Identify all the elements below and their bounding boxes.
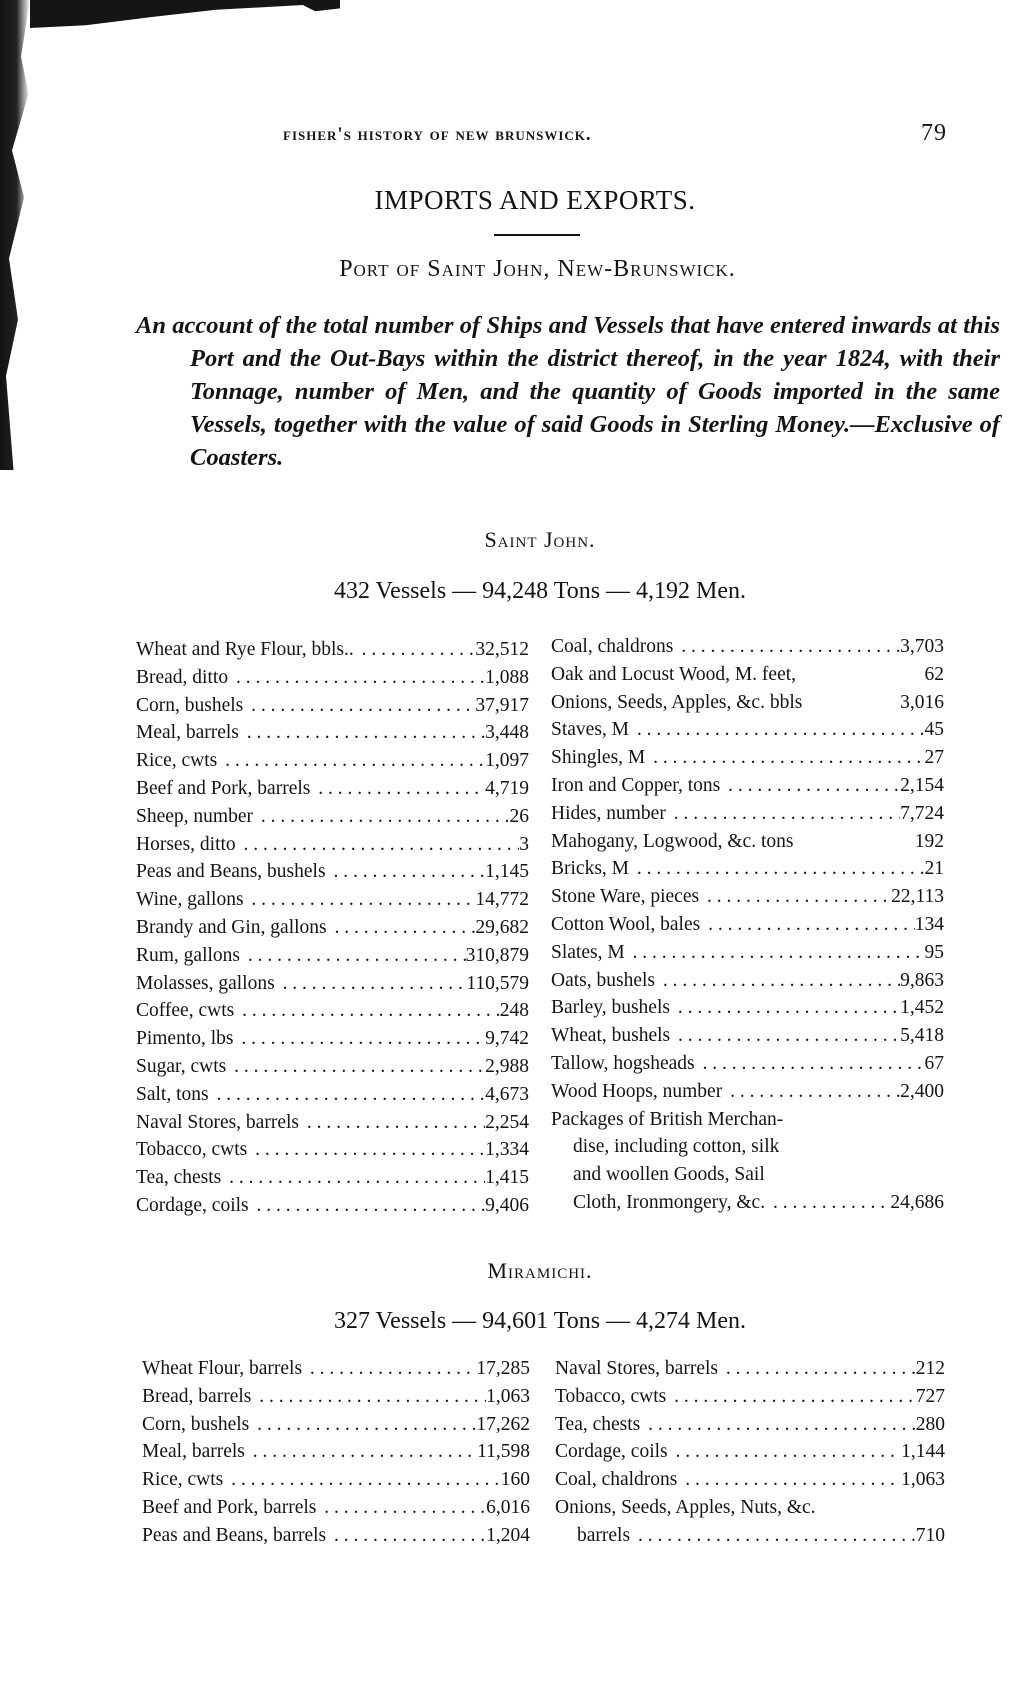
list-item bbox=[555, 1522, 945, 1550]
item-value: 3 bbox=[519, 833, 529, 855]
item-value: 95 bbox=[924, 941, 944, 963]
list-item bbox=[551, 744, 944, 772]
saint-john-left-column bbox=[136, 636, 529, 1220]
item-label: Molasses, gallons . . . bbox=[136, 970, 466, 998]
item-value: 2,988 bbox=[485, 1055, 529, 1077]
list-item bbox=[142, 1438, 530, 1466]
list-item bbox=[136, 1081, 529, 1109]
list-item bbox=[136, 831, 529, 859]
list-item bbox=[142, 1494, 530, 1522]
item-label: Wine, gallons . . . bbox=[136, 886, 475, 914]
item-label: Oak and Locust Wood, M. feet, bbox=[551, 661, 925, 689]
list-item bbox=[136, 664, 529, 692]
item-value: 727 bbox=[915, 1385, 945, 1407]
list-item bbox=[551, 883, 944, 911]
item-label: Coal, chaldrons . . . bbox=[555, 1466, 901, 1494]
item-value: 248 bbox=[499, 1000, 529, 1022]
list-item bbox=[555, 1466, 945, 1494]
item-value: 160 bbox=[500, 1469, 530, 1491]
list-item bbox=[555, 1494, 945, 1522]
item-value: 45 bbox=[924, 719, 944, 741]
running-title: fisher's history of new brunswick. bbox=[283, 124, 592, 145]
list-item bbox=[136, 636, 529, 664]
item-value: 280 bbox=[915, 1413, 945, 1435]
item-label: Corn, bushels . . . bbox=[142, 1411, 476, 1439]
item-value: 2,254 bbox=[485, 1111, 529, 1133]
list-item bbox=[551, 689, 944, 717]
item-value: 21 bbox=[924, 858, 944, 880]
list-item bbox=[136, 775, 529, 803]
item-label: Naval Stores, barrels . . . bbox=[136, 1109, 485, 1137]
item-label: Tea, chests . . . bbox=[136, 1164, 485, 1192]
item-value: 29,682 bbox=[475, 916, 529, 938]
item-label: Cotton Wool, bales . . . bbox=[551, 911, 915, 939]
list-item bbox=[551, 1189, 944, 1217]
item-label: Tea, chests . . . bbox=[555, 1411, 916, 1439]
item-value: 110,579 bbox=[466, 972, 529, 994]
item-label: Mahogany, Logwood, &c. tons bbox=[551, 828, 915, 856]
item-value: 4,673 bbox=[485, 1083, 529, 1105]
item-label: Wheat and Rye Flour, bbls.. . . . bbox=[136, 636, 475, 664]
list-item bbox=[136, 886, 529, 914]
list-item bbox=[136, 1164, 529, 1192]
list-item bbox=[136, 914, 529, 942]
item-value: 14,772 bbox=[475, 889, 529, 911]
item-label: Coal, chaldrons . . . bbox=[551, 633, 900, 661]
list-item bbox=[136, 970, 529, 998]
miramichi-right-column bbox=[555, 1355, 945, 1550]
list-item bbox=[551, 772, 944, 800]
item-label: Oats, bushels . . . bbox=[551, 967, 900, 995]
item-value: 2,400 bbox=[900, 1080, 944, 1102]
item-label: Slates, M . . . bbox=[551, 939, 925, 967]
item-label: Sugar, cwts . . . bbox=[136, 1053, 485, 1081]
item-label: Meal, barrels . . . bbox=[136, 719, 485, 747]
miramichi-left-column bbox=[142, 1355, 530, 1550]
item-value: 1,334 bbox=[485, 1139, 529, 1161]
list-item bbox=[142, 1355, 530, 1383]
saint-john-right-column bbox=[551, 633, 944, 1217]
item-value: 1,145 bbox=[485, 861, 529, 883]
item-value: 1,063 bbox=[486, 1385, 530, 1407]
item-label: Staves, M . . . bbox=[551, 716, 925, 744]
item-value: 3,016 bbox=[900, 691, 944, 713]
list-item bbox=[142, 1466, 530, 1494]
item-label: Beef and Pork, barrels . . . bbox=[142, 1494, 486, 1522]
item-label: Corn, bushels . . . bbox=[136, 692, 475, 720]
item-label: Iron and Copper, tons . . . bbox=[551, 772, 900, 800]
item-value: 26 bbox=[509, 805, 529, 827]
item-label: Bread, ditto . . . bbox=[136, 664, 485, 692]
item-value: 1,063 bbox=[901, 1469, 945, 1491]
item-label: Cloth, Ironmongery, &c. . . . bbox=[573, 1189, 890, 1217]
item-label: Packages of British Merchan- bbox=[551, 1106, 944, 1134]
item-label: Hides, number . . . bbox=[551, 800, 900, 828]
item-value: 2,154 bbox=[900, 774, 944, 796]
item-label: Horses, ditto . . . bbox=[136, 831, 519, 859]
item-value: 134 bbox=[914, 913, 944, 935]
item-value: 4,719 bbox=[485, 777, 529, 799]
item-label: Wheat Flour, barrels . . . bbox=[142, 1355, 476, 1383]
miramichi-summary: 327 Vessels — 94,601 Tons — 4,274 Men. bbox=[333, 1308, 747, 1334]
item-label: Brandy and Gin, gallons . . . bbox=[136, 914, 475, 942]
list-item bbox=[136, 803, 529, 831]
item-value: 24,686 bbox=[890, 1191, 944, 1213]
list-item bbox=[555, 1411, 945, 1439]
list-item bbox=[551, 939, 944, 967]
list-item bbox=[142, 1522, 530, 1550]
item-label: Cordage, coils . . . bbox=[555, 1438, 901, 1466]
item-label: Onions, Seeds, Apples, &c. bbls bbox=[551, 689, 900, 717]
item-value: 62 bbox=[924, 663, 944, 685]
page-title: IMPORTS AND EXPORTS. bbox=[374, 185, 696, 215]
item-value: 1,204 bbox=[486, 1524, 530, 1546]
item-value: 17,285 bbox=[476, 1358, 530, 1379]
list-item bbox=[551, 716, 944, 744]
item-value: 1,415 bbox=[485, 1167, 529, 1189]
page-number: 79 bbox=[921, 120, 947, 146]
item-label: Shingles, M . . . bbox=[551, 744, 925, 772]
scan-edge-shadow bbox=[0, 0, 30, 470]
item-label: and woollen Goods, Sail bbox=[551, 1161, 944, 1189]
saint-john-heading: Saint John. bbox=[484, 527, 596, 552]
item-label: Sheep, number . . . bbox=[136, 803, 510, 831]
item-value: 3,448 bbox=[485, 722, 529, 744]
item-label: Naval Stores, barrels . . . bbox=[555, 1355, 916, 1383]
item-value: 9,406 bbox=[485, 1194, 529, 1216]
list-item bbox=[555, 1355, 945, 1383]
list-item bbox=[551, 1133, 944, 1161]
list-item bbox=[551, 911, 944, 939]
item-label: Tobacco, cwts . . . bbox=[555, 1383, 916, 1411]
item-label: Barley, bushels . . . bbox=[551, 994, 900, 1022]
item-label: Stone Ware, pieces . . . bbox=[551, 883, 891, 911]
list-item bbox=[142, 1411, 530, 1439]
list-item bbox=[136, 692, 529, 720]
item-value: 212 bbox=[915, 1358, 945, 1379]
saint-john-summary: 432 Vessels — 94,248 Tons — 4,192 Men. bbox=[333, 578, 747, 604]
item-value: 310,879 bbox=[465, 944, 529, 966]
item-label: Cordage, coils . . . bbox=[136, 1192, 485, 1220]
list-item bbox=[551, 828, 944, 856]
item-value: 710 bbox=[915, 1524, 945, 1546]
list-item bbox=[551, 967, 944, 995]
list-item bbox=[551, 800, 944, 828]
item-label: Rice, cwts . . . bbox=[136, 747, 485, 775]
item-label: Meal, barrels . . . bbox=[142, 1438, 477, 1466]
item-value: 9,863 bbox=[900, 969, 944, 991]
account-paragraph: An account of the total number of Ships and Vessels that have entered inwards at this Port and the Out-Bays within the district thereof, in the year 1824, with their Tonnage, number of Men, and the quantity of Goods imported in the same Vessels, together with the value of said Goods in Sterling Money.—Exclusive of Coasters. bbox=[136, 312, 1000, 471]
list-item bbox=[555, 1438, 945, 1466]
item-value: 27 bbox=[924, 747, 944, 769]
list-item bbox=[136, 1136, 529, 1164]
item-label: Wood Hoops, number . . . bbox=[551, 1078, 900, 1106]
item-value: 22,113 bbox=[891, 886, 944, 908]
list-item bbox=[551, 633, 944, 661]
title-rule bbox=[494, 234, 580, 236]
item-label: barrels . . . bbox=[577, 1522, 916, 1550]
item-value: 9,742 bbox=[485, 1028, 529, 1050]
running-header bbox=[283, 120, 947, 146]
item-label: Pimento, lbs . . . bbox=[136, 1025, 485, 1053]
list-item bbox=[551, 1106, 944, 1134]
list-item bbox=[142, 1383, 530, 1411]
list-item bbox=[551, 1022, 944, 1050]
list-item bbox=[555, 1383, 945, 1411]
list-item bbox=[136, 1025, 529, 1053]
list-item bbox=[136, 1192, 529, 1220]
item-value: 32,512 bbox=[475, 639, 529, 660]
list-item bbox=[136, 1109, 529, 1137]
list-item bbox=[551, 1050, 944, 1078]
item-label: Beef and Pork, barrels . . . bbox=[136, 775, 485, 803]
item-label: Peas and Beans, barrels . . . bbox=[142, 1522, 486, 1550]
item-label: Salt, tons . . . bbox=[136, 1081, 485, 1109]
item-value: 1,452 bbox=[900, 997, 944, 1019]
list-item bbox=[136, 858, 529, 886]
item-label: Wheat, bushels . . . bbox=[551, 1022, 900, 1050]
item-label: Peas and Beans, bushels . . . bbox=[136, 858, 485, 886]
item-value: 1,144 bbox=[901, 1441, 945, 1463]
list-item bbox=[551, 855, 944, 883]
port-heading: Port of Saint John, New-Brunswick. bbox=[339, 256, 736, 282]
list-item bbox=[551, 661, 944, 689]
item-value: 192 bbox=[914, 830, 944, 852]
list-item bbox=[551, 1078, 944, 1106]
list-item bbox=[136, 747, 529, 775]
item-value: 1,088 bbox=[485, 666, 529, 688]
item-value: 6,016 bbox=[486, 1496, 530, 1518]
item-value: 67 bbox=[924, 1052, 944, 1074]
item-label: Rum, gallons . . . bbox=[136, 942, 466, 970]
miramichi-heading: Miramichi. bbox=[487, 1258, 593, 1283]
item-label: dise, including cotton, silk bbox=[551, 1133, 944, 1161]
scan-top-shadow bbox=[30, 0, 340, 28]
item-value: 5,418 bbox=[900, 1025, 944, 1047]
item-value: 7,724 bbox=[900, 802, 944, 824]
item-label: Coffee, cwts . . . bbox=[136, 997, 500, 1025]
item-value: 1,097 bbox=[485, 750, 529, 772]
list-item bbox=[136, 997, 529, 1025]
list-item bbox=[136, 719, 529, 747]
item-label: Rice, cwts . . . bbox=[142, 1466, 501, 1494]
list-item bbox=[551, 994, 944, 1022]
item-label: Tallow, hogsheads . . . bbox=[551, 1050, 925, 1078]
item-value: 3,703 bbox=[900, 636, 944, 657]
item-label: Bread, barrels . . . bbox=[142, 1383, 486, 1411]
list-item bbox=[136, 1053, 529, 1081]
item-value: 37,917 bbox=[475, 694, 529, 716]
list-item bbox=[136, 942, 529, 970]
item-value: 11,598 bbox=[477, 1441, 530, 1463]
item-value: 17,262 bbox=[476, 1413, 530, 1435]
item-label: Onions, Seeds, Apples, Nuts, &c. bbox=[555, 1494, 945, 1522]
item-label: Tobacco, cwts . . . bbox=[136, 1136, 485, 1164]
item-label: Bricks, M . . . bbox=[551, 855, 925, 883]
list-item bbox=[551, 1161, 944, 1189]
